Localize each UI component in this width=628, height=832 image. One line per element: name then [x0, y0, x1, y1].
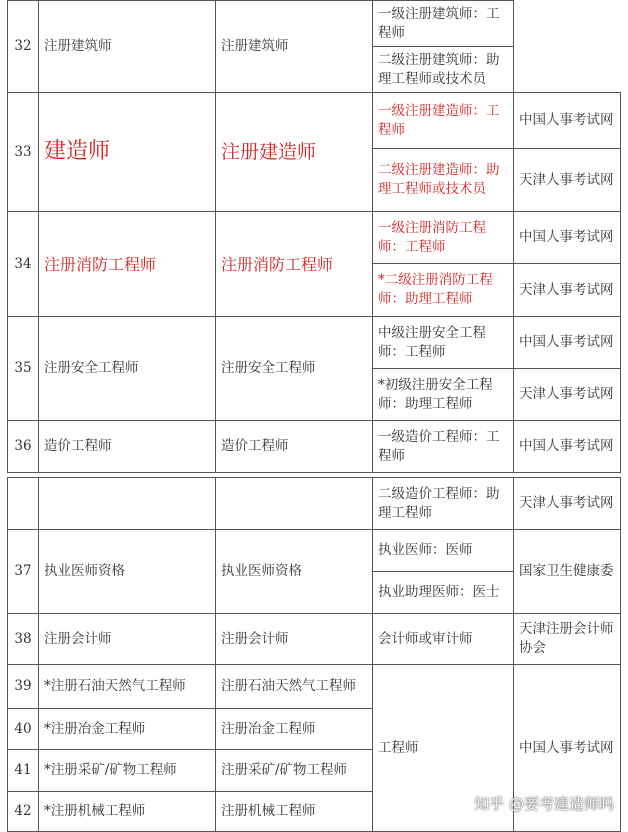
level-title: 执业医师：医师 — [373, 530, 514, 572]
qualification-name-empty — [39, 478, 216, 530]
issuing-org: 天津人事考试网 — [514, 149, 621, 212]
row-number: 32 — [8, 1, 39, 93]
qualification-table-bottom — [7, 477, 621, 832]
issuing-org: 中国人事考试网 — [514, 665, 621, 832]
level-title: 二级注册建造师：助理工程师或技术员 — [373, 149, 514, 212]
level-title: 一级造价工程师：工程师 — [373, 421, 514, 473]
certificate-name: 注册消防工程师 — [216, 212, 373, 317]
certificate-name: 注册采矿/矿物工程师 — [216, 750, 373, 792]
qualification-name: 注册安全工程师 — [39, 317, 216, 421]
row-number-empty — [8, 478, 39, 530]
level-title: 一级注册建造师：工程师 — [373, 93, 514, 149]
row-number: 34 — [8, 212, 39, 317]
certificate-name-empty — [216, 478, 373, 530]
issuing-org: 中国人事考试网 — [514, 93, 621, 149]
table-row — [8, 212, 621, 264]
level-title: 二级注册建筑师：助理工程师或技术员 — [373, 47, 514, 93]
row-number: 40 — [8, 709, 39, 750]
qualification-name: 注册消防工程师 — [39, 212, 216, 317]
row-number: 37 — [8, 530, 39, 614]
level-title: 工程师 — [373, 665, 514, 832]
level-title: *初级注册安全工程师：助理工程师 — [373, 369, 514, 421]
qualification-table-top — [7, 0, 621, 473]
table-row — [8, 665, 621, 709]
issuing-org: 天津人事考试网 — [514, 264, 621, 317]
issuing-org: 国家卫生健康委 — [514, 530, 621, 614]
issuing-org: 中国人事考试网 — [514, 421, 621, 473]
row-number: 33 — [8, 93, 39, 212]
zhihu-watermark: 知乎 @要考建造师吗 — [474, 795, 614, 813]
table-row — [8, 478, 621, 530]
issuing-org: 天津注册会计师协会 — [514, 614, 621, 665]
level-title: 一级注册建筑师：工程师 — [373, 1, 514, 47]
certificate-name: 注册机械工程师 — [216, 792, 373, 832]
table-row — [8, 530, 621, 572]
qualification-name: 造价工程师 — [39, 421, 216, 473]
table-row — [8, 421, 621, 473]
table-row — [8, 614, 621, 665]
certificate-name: 执业医师资格 — [216, 530, 373, 614]
row-number: 35 — [8, 317, 39, 421]
issuing-org: 天津人事考试网 — [514, 478, 621, 530]
certificate-name: 注册安全工程师 — [216, 317, 373, 421]
certificate-name: 注册石油天然气工程师 — [216, 665, 373, 709]
level-title: 执业助理医师：医士 — [373, 572, 514, 614]
qualification-name: 注册会计师 — [39, 614, 216, 665]
qualification-name: *注册冶金工程师 — [39, 709, 216, 750]
qualification-name: 建造师 — [39, 93, 216, 212]
row-number: 38 — [8, 614, 39, 665]
level-title: 二级造价工程师：助理工程师 — [373, 478, 514, 530]
row-number: 42 — [8, 792, 39, 832]
issuing-org: 中国人事考试网 — [514, 317, 621, 369]
qualification-name: 执业医师资格 — [39, 530, 216, 614]
table-row — [8, 93, 621, 149]
qualification-name: 注册建筑师 — [39, 1, 216, 93]
level-title: *二级注册消防工程师：助理工程师 — [373, 264, 514, 317]
level-title: 中级注册安全工程师：工程师 — [373, 317, 514, 369]
issuing-org: 中国人事考试网 — [514, 212, 621, 264]
qualification-name: *注册机械工程师 — [39, 792, 216, 832]
certificate-name: 注册建造师 — [216, 93, 373, 212]
table-row — [8, 1, 621, 47]
row-number: 41 — [8, 750, 39, 792]
level-title: 一级注册消防工程师：工程师 — [373, 212, 514, 264]
row-number: 39 — [8, 665, 39, 709]
certificate-name: 注册建筑师 — [216, 1, 373, 93]
issuing-org-empty — [514, 1, 621, 93]
certificate-name: 注册会计师 — [216, 614, 373, 665]
level-title: 会计师或审计师 — [373, 614, 514, 665]
qualification-name: *注册采矿/矿物工程师 — [39, 750, 216, 792]
certificate-name: 注册冶金工程师 — [216, 709, 373, 750]
issuing-org: 天津人事考试网 — [514, 369, 621, 421]
row-number: 36 — [8, 421, 39, 473]
certificate-name: 造价工程师 — [216, 421, 373, 473]
qualification-name: *注册石油天然气工程师 — [39, 665, 216, 709]
table-row — [8, 317, 621, 369]
